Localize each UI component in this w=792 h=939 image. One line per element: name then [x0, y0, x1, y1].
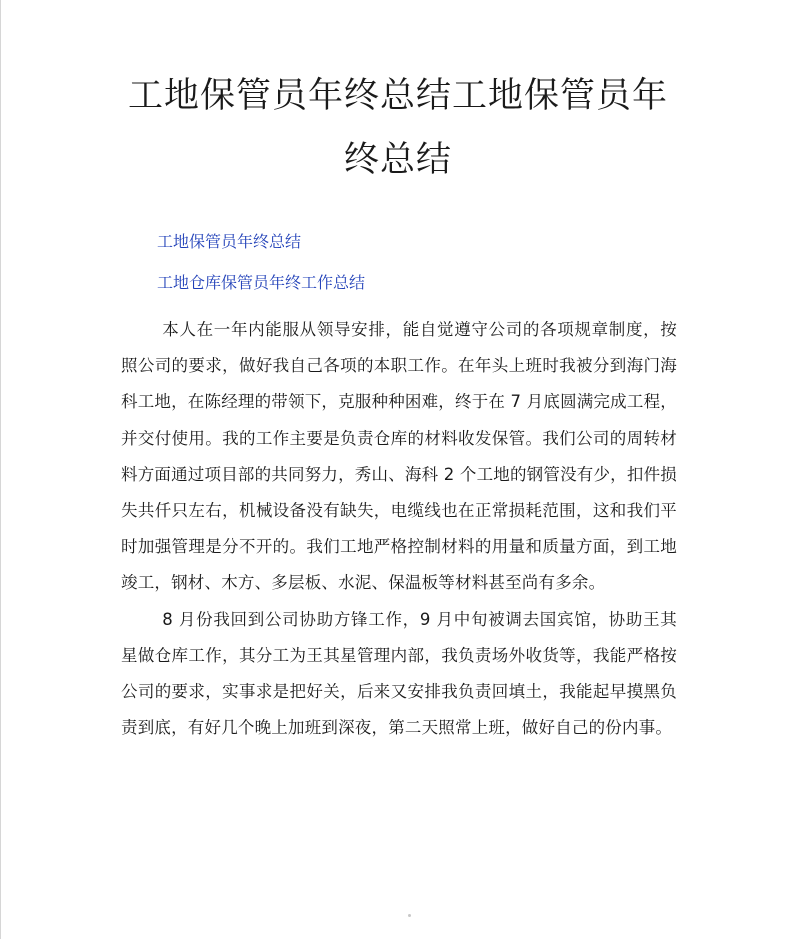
paragraph: 8 月份我回到公司协助方锋工作，9 月中旬被调去国宾馆，协助王其星做仓库工作，其分工为王其星管理内部，我负责场外收货等，我能严格按公司的要求，实事求是把好关，后来又安排我负责回填土，我能起早摸黑负责到底，有好几个晚上加班到深夜，第二天照常上班，做好自己的份内事。	[121, 609, 677, 738]
related-links	[157, 232, 365, 314]
document-title: 工地保管员年终总结工地保管员年终总结	[127, 76, 668, 180]
document-body	[121, 312, 677, 746]
related-link-annual-summary[interactable]: 工地保管员年终总结	[157, 232, 302, 251]
page-dot-marker	[408, 914, 411, 917]
paragraph: 本人在一年内能服从领导安排，能自觉遵守公司的各项规章制度，按照公司的要求，做好我自己各项的本职工作。在年头上班时我被分到海门海科工地，在陈经理的带领下，克服种种困难，终于在 7 月底圆满完成工程，并交付使用。我的工作主要是负责仓库的材料收发保管。我们公司的周转材料方面通过项目部的共同努力，秀山、海科 2 个工地的钢管没有少，扣件损失共仟只左右，机械设备没有缺失，电缆线也在正常损耗范围，这和我们平时加强管理是分不开的。我们工地严格控制材料的用量和质量方面，到工地竣工，钢材、木方、多层板、水泥、保温板等材料甚至尚有多余。	[121, 320, 677, 593]
related-link-warehouse-summary[interactable]: 工地仓库保管员年终工作总结	[157, 273, 366, 292]
page-left-border	[0, 0, 1, 939]
